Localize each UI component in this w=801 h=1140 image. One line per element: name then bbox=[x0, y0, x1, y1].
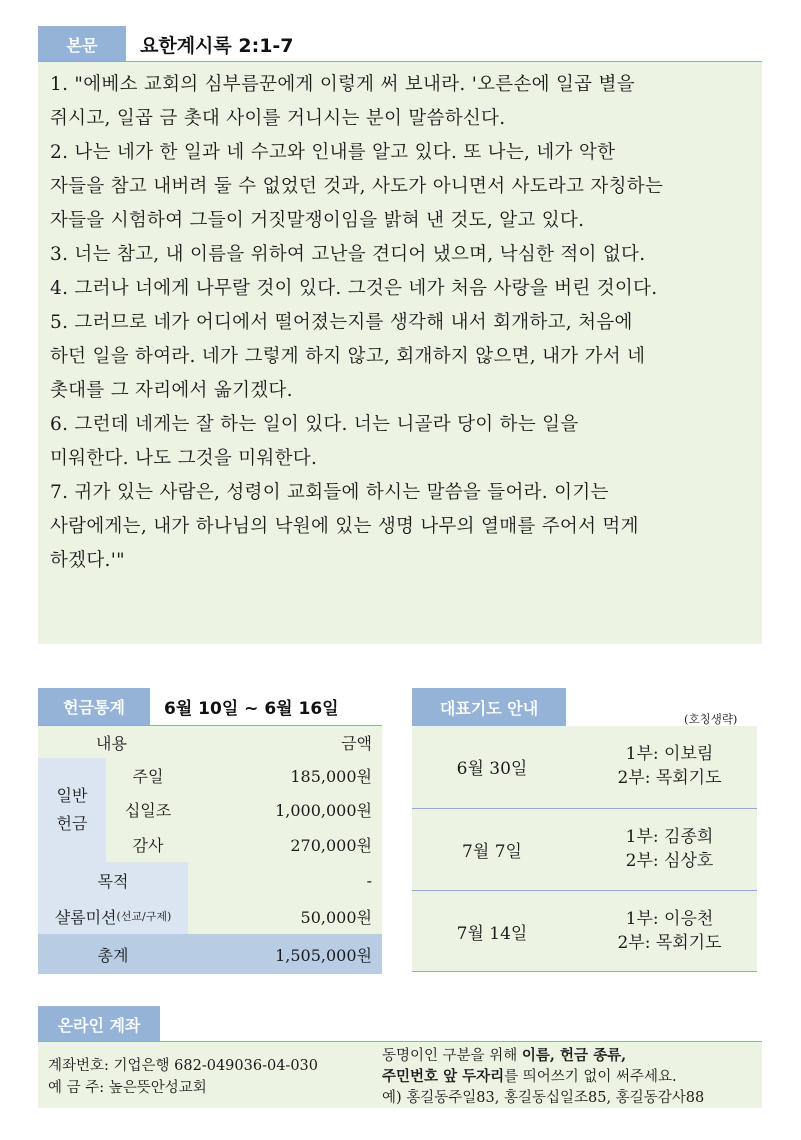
offering-table bbox=[38, 726, 382, 974]
account-tab-label: 온라인 계좌 bbox=[57, 1015, 141, 1035]
account-number: 계좌번호: 기업은행 682-049036-04-030 bbox=[48, 1058, 319, 1074]
offering-tab bbox=[38, 688, 150, 725]
prayer-row bbox=[412, 891, 757, 971]
prayer-first-service: 1부: 이보림 bbox=[625, 744, 714, 764]
scripture-tab bbox=[38, 26, 126, 62]
account-note-line2 bbox=[382, 1065, 677, 1086]
scripture-line: 하던 일을 하여라. 네가 그렇게 하지 않고, 회개하지 않으면, 내가 가서 네 bbox=[50, 346, 646, 367]
account-note-line1 bbox=[382, 1044, 626, 1065]
account-note-example: 예) 홍길동주일83, 홍길동십일조85, 홍길동감사88 bbox=[382, 1090, 705, 1106]
prayer-second-service: 2부: 목회기도 bbox=[617, 933, 722, 953]
offering-row-thanks-item: 감사 bbox=[132, 835, 164, 855]
scripture-line: 1. "에베소 교회의 심부름꾼에게 이렇게 써 보내라. '오른손에 일곱 별을 bbox=[50, 74, 635, 95]
prayer-second-service: 2부: 심상호 bbox=[625, 851, 714, 871]
offering-header-item: 내용 bbox=[96, 733, 127, 753]
note-text: 를 띄어쓰기 없이 써주세요. bbox=[504, 1069, 677, 1085]
scripture-box bbox=[38, 62, 762, 644]
prayer-box bbox=[412, 726, 757, 972]
offering-row-tithe-amount: 1,000,000원 bbox=[275, 800, 372, 820]
scripture-line: 미워한다. 나도 그것을 미워한다. bbox=[50, 448, 318, 469]
prayer-row bbox=[412, 726, 757, 806]
offering-purpose-amount: - bbox=[366, 870, 372, 890]
scripture-line: 쥐시고, 일곱 금 촛대 사이를 거니시는 분이 말씀하신다. bbox=[50, 108, 506, 129]
shalom-note: (선교/구제) bbox=[116, 910, 172, 923]
note-emphasis: 이름, 헌금 종류, bbox=[521, 1047, 627, 1064]
prayer-date: 6월 30일 bbox=[456, 758, 528, 779]
note-emphasis: 주민번호 앞 두자리 bbox=[382, 1068, 505, 1085]
prayer-second-service: 2부: 목회기도 bbox=[617, 768, 722, 788]
scripture-line: 3. 너는 참고, 내 이름을 위하여 고난을 견디어 냈으며, 낙심한 적이 없다. bbox=[50, 244, 646, 265]
scripture-line: 5. 그러므로 네가 어디에서 떨어졌는지를 생각해 내서 회개하고, 처음에 bbox=[50, 312, 633, 333]
offering-row-thanks-amount: 270,000원 bbox=[290, 835, 372, 855]
prayer-row bbox=[412, 809, 757, 889]
scripture-text bbox=[50, 68, 760, 578]
scripture-line: 사람에게는, 내가 하나님의 낙원에 있는 생명 나무의 열매를 주어서 먹게 bbox=[50, 516, 639, 537]
general-label-line1: 일반 bbox=[56, 786, 88, 805]
prayer-names bbox=[582, 809, 757, 889]
offering-period: 6월 10일 ~ 6월 16일 bbox=[164, 699, 339, 719]
offering-header-row bbox=[38, 726, 382, 758]
offering-header-amount: 금액 bbox=[341, 733, 372, 753]
prayer-tab bbox=[412, 688, 566, 727]
scripture-title: 요한계시록 2:1-7 bbox=[140, 35, 294, 57]
scripture-tab-label: 본문 bbox=[66, 35, 98, 55]
scripture-line: 4. 그러나 너에게 나무랄 것이 있다. 그것은 네가 처음 사랑을 버린 것이다. bbox=[50, 278, 658, 299]
prayer-first-service: 1부: 김종희 bbox=[625, 827, 714, 847]
offering-row-sunday-amount: 185,000원 bbox=[290, 766, 372, 786]
prayer-tab-label: 대표기도 안내 bbox=[439, 699, 539, 718]
offering-row-tithe-item: 십일조 bbox=[124, 800, 172, 820]
scripture-line: 하겠다.'" bbox=[50, 550, 125, 571]
scripture-line: 자들을 참고 내버려 둘 수 없었던 것과, 사도가 아니면서 사도라고 자칭하는 bbox=[50, 176, 664, 197]
scripture-line: 촛대를 그 자리에서 옮기겠다. bbox=[50, 380, 293, 401]
prayer-note: (호칭생략) bbox=[684, 712, 738, 726]
prayer-first-service: 1부: 이응천 bbox=[625, 909, 714, 929]
general-label-line2: 헌금 bbox=[56, 814, 88, 833]
offering-total-item: 총계 bbox=[97, 945, 129, 965]
prayer-date: 7월 14일 bbox=[456, 923, 528, 944]
prayer-divider bbox=[412, 971, 757, 972]
account-tab bbox=[38, 1006, 160, 1042]
offering-tab-label: 헌금통계 bbox=[63, 698, 125, 717]
offering-shalom-item bbox=[38, 898, 188, 934]
prayer-date: 7월 7일 bbox=[462, 841, 522, 862]
scripture-line: 7. 귀가 있는 사람은, 성령이 교회들에 하시는 말씀을 들어라. 이기는 bbox=[50, 482, 609, 503]
scripture-line: 자들을 시험하여 그들이 거짓말쟁이임을 밝혀 낸 것도, 알고 있다. bbox=[50, 210, 585, 231]
scripture-line: 2. 나는 네가 한 일과 네 수고와 인내를 알고 있다. 또 나는, 네가 악한 bbox=[50, 142, 616, 163]
shalom-label: 샬롬미션 bbox=[54, 907, 117, 927]
prayer-names bbox=[582, 891, 757, 971]
offering-total-amount: 1,505,000원 bbox=[275, 945, 372, 965]
scripture-line: 6. 그런데 네게는 잘 하는 일이 있다. 너는 니골라 당이 하는 일을 bbox=[50, 414, 579, 435]
account-holder: 예 금 주: 높은뜻안성교회 bbox=[48, 1080, 207, 1096]
offering-purpose-item: 목적 bbox=[97, 871, 129, 891]
offering-shalom-amount: 50,000원 bbox=[300, 907, 372, 927]
prayer-names bbox=[582, 726, 757, 806]
offering-row-sunday-item: 주일 bbox=[132, 766, 164, 786]
note-text: 동명이인 구분을 위해 bbox=[382, 1048, 522, 1064]
account-box bbox=[38, 1042, 762, 1108]
general-offering-label bbox=[38, 758, 106, 862]
